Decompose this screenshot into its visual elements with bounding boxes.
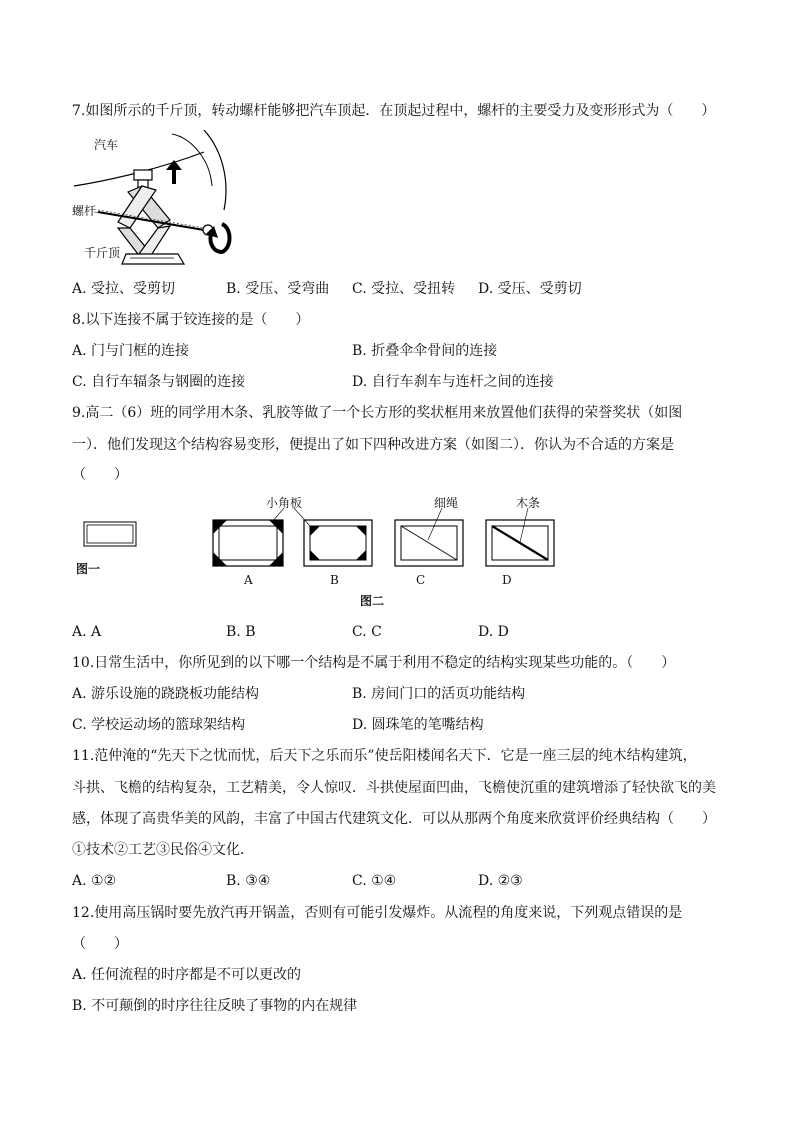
q7-option-a[interactable]: A. 受拉、受剪切	[72, 281, 176, 297]
q9-option-a[interactable]: A. A	[72, 624, 102, 640]
q8-option-a[interactable]: A. 门与门框的连接	[72, 343, 190, 359]
jack-figure	[72, 130, 234, 268]
frame-diagrams	[72, 496, 592, 614]
q10-option-a[interactable]: A. 游乐设施的跷跷板功能结构	[72, 686, 260, 702]
label-corner-plate: 小角板	[266, 496, 303, 510]
label-jack: 千斤顶	[84, 246, 121, 260]
q7-option-d[interactable]: D. 受压、受剪切	[478, 281, 582, 297]
q11-stem-line-4: ①技术②工艺③民俗④文化．	[72, 842, 254, 858]
label-wood-bar: 木条	[516, 496, 541, 510]
q11-option-c[interactable]: C. ①④	[352, 873, 397, 889]
q7-stem: 7.如图所示的千斤顶，转动螺杆能够把汽车顶起．在顶起过程中，螺杆的主要受力及变形形式为（ ）	[72, 103, 716, 119]
frame-figures	[72, 496, 592, 614]
q9-option-d[interactable]: D. D	[478, 624, 509, 640]
q11-stem-line-2: 斗拱、飞檐的结构复杂，工艺精美，令人惊叹．斗拱使屋面凹曲，飞檐使沉重的建筑增添了轻快欲飞的美	[72, 780, 716, 796]
q11-stem-line-1: 11.范仲淹的“先天下之忧而忧，后天下之乐而乐”使岳阳楼闻名天下．它是一座三层的纯木结构建筑，	[72, 748, 697, 764]
label-thin-rope: 细绳	[434, 496, 459, 510]
frame-letter-d: D	[502, 573, 512, 587]
q10-option-c[interactable]: C. 学校运动场的篮球架结构	[72, 717, 246, 733]
fig1-caption: 图一	[76, 562, 101, 576]
q9-stem-line-2: 一）．他们发现这个结构容易变形，便提出了如下四种改进方案（如图二）．你认为不合适的方案是	[72, 437, 674, 453]
q12-stem-line-2: （ ）	[72, 936, 128, 952]
q10-option-d[interactable]: D. 圆珠笔的笔嘴结构	[352, 717, 484, 733]
q7-option-c[interactable]: C. 受拉、受扭转	[352, 281, 456, 297]
q12-option-a[interactable]: A. 任何流程的时序都是不可以更改的	[72, 967, 302, 983]
q8-option-b[interactable]: B. 折叠伞伞骨间的连接	[352, 343, 498, 359]
frame-letter-a: A	[244, 573, 253, 587]
fig2-caption: 图二	[360, 594, 385, 608]
frame-letter-b: B	[330, 573, 339, 587]
q9-option-c[interactable]: C. C	[352, 624, 382, 640]
q9-stem-line-1: 9.高二（6）班的同学用木条、乳胶等做了一个长方形的奖状框用来放置他们获得的荣誉奖状（如图	[72, 405, 683, 421]
label-screw: 螺杆	[72, 204, 97, 218]
q12-stem-line-1: 12.使用高压锅时要先放汽再开锅盖，否则有可能引发爆炸。从流程的角度来说，下列观点错误的是	[72, 905, 683, 921]
q9-stem-line-3: （ ）	[72, 467, 128, 483]
q10-option-b[interactable]: B. 房间门口的活页功能结构	[352, 686, 526, 702]
frame-letter-c: C	[416, 573, 426, 587]
q8-option-d[interactable]: D. 自行车刹车与连杆之间的连接	[352, 374, 554, 390]
q8-option-c[interactable]: C. 自行车辐条与钢圈的连接	[72, 374, 246, 390]
q11-option-d[interactable]: D. ②③	[478, 873, 523, 889]
q9-option-b[interactable]: B. B	[226, 624, 256, 640]
q8-stem: 8.以下连接不属于铰连接的是（ ）	[72, 312, 310, 328]
q11-option-a[interactable]: A. ①②	[72, 873, 117, 889]
label-car: 汽车	[94, 138, 119, 152]
q10-stem: 10.日常生活中，你所见到的以下哪一个结构是不属于利用不稳定的结构实现某些功能的。（ ）	[72, 655, 676, 671]
q11-stem-line-3: 感，体现了高贵华美的风韵，丰富了中国古代建筑文化．可以从那两个角度来欣赏评价经典结构（ ）	[72, 811, 716, 827]
q12-option-b[interactable]: B. 不可颠倒的时序往往反映了事物的内在规律	[72, 998, 358, 1014]
q11-option-b[interactable]: B. ③④	[226, 873, 271, 889]
q7-option-b[interactable]: B. 受压、受弯曲	[226, 281, 330, 297]
